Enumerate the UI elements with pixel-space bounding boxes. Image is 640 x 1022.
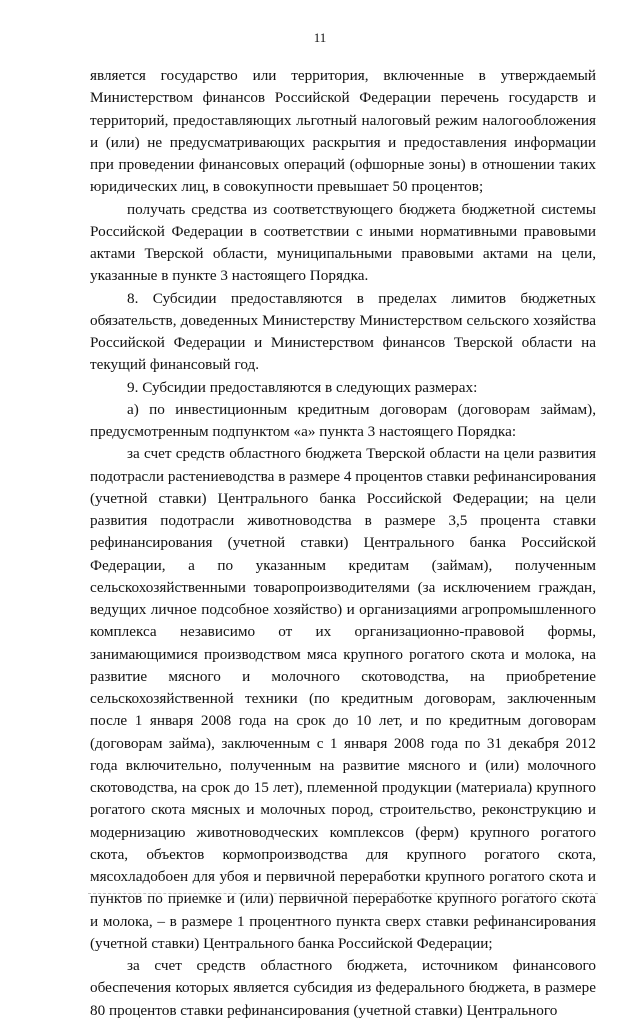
paragraph-subitem-a: а) по инвестиционным кредитным договорам (договорам займам), предусмотренным подпунктом «а» пункта 3 настоящего Порядка: [90, 400, 596, 440]
paragraph-offshore-continuation: является государство или территория, включенные в утверждаемый Министерством финансов Российской Федерации перечень государств и территорий, предоставляющих льготный налоговый режим налогообложения и (или) не предусматривающих раскрытия и предоставления информации при проведении финансовых операций (офшорные зоны) в отношении таких юридических лиц, в совокупности превышает 50 процентов; [90, 67, 596, 196]
paragraph-budget-funds: получать средства из соответствующего бюджета бюджетной системы Российской Федерации в соответствии с иными нормативными правовыми актами Тверской области, муниципальными правовыми актами на цели, указанные в пункте 3 настоящего Порядка. [90, 200, 596, 285]
paragraph-regional-budget-rates: за счет средств областного бюджета Тверской области на цели развития подотрасли растениеводства в размере 4 процентов ставки рефинансирования (учетной ставки) Центрального банка Российской Федерации; на цели развития подотрасли животноводства в размере 3,5 процента ставки рефинансирования (учетной ставки) Центрального банка Российской Федерации, а по указанным кредитам (займам), полученным сельскохозяйственными товаропроизводителями (за исключением граждан, ведущих личное подсобное хозяйство) и организациями агропромышленного комплекса независимо от их организационно-правовой формы, занимающимися производством мяса крупного рогатого скота и молока, на развитие мясного и молочного скотоводства, на приобретение сельскохозяйственной техники (по кредитным договорам, заключенным после 1 января 2008 года на срок до 10 лет, и по кредитным договорам (договорам займа), заключенным с 1 января 2008 года по 31 декабря 2012 года включительно, полученным на развитие мясного и (или) молочного скотоводства, на срок до 15 лет), племенной продукции (материала) крупного рогатого скота мясных и молочных пород, строительство, реконструкцию и модернизацию животноводческих комплексов (ферм) крупного рогатого скота, объектов кормопроизводства для крупного рогатого скота, мясохладобоен для убоя и первичной переработки крупного рогатого скота и пунктов по приемке и (или) первичной переработке крупного рогатого скота и молока, – в размере 1 процентного пункта сверх ставки рефинансирования (учетной ставки) Центрального банка Российской Федерации; [90, 445, 596, 952]
paragraph-item-9: 9. Субсидии предоставляются в следующих размерах: [127, 378, 478, 396]
paragraph-item-8: 8. Субсидии предоставляются в пределах лимитов бюджетных обязательств, доведенных Министерству Министерством сельского хозяйства Российской Федерации и Министерством финансов Тверской области на текущий финансовый год. [90, 289, 596, 374]
page-number: 11 [313, 30, 327, 45]
page-bottom-edge [88, 893, 598, 894]
paragraph-federal-subsidy: за счет средств областного бюджета, источником финансового обеспечения которых является субсидия из федерального бюджета, в размере 80 процентов ставки рефинансирования (учетной ставки) Центрального [90, 957, 596, 1019]
document-body [90, 65, 596, 1022]
